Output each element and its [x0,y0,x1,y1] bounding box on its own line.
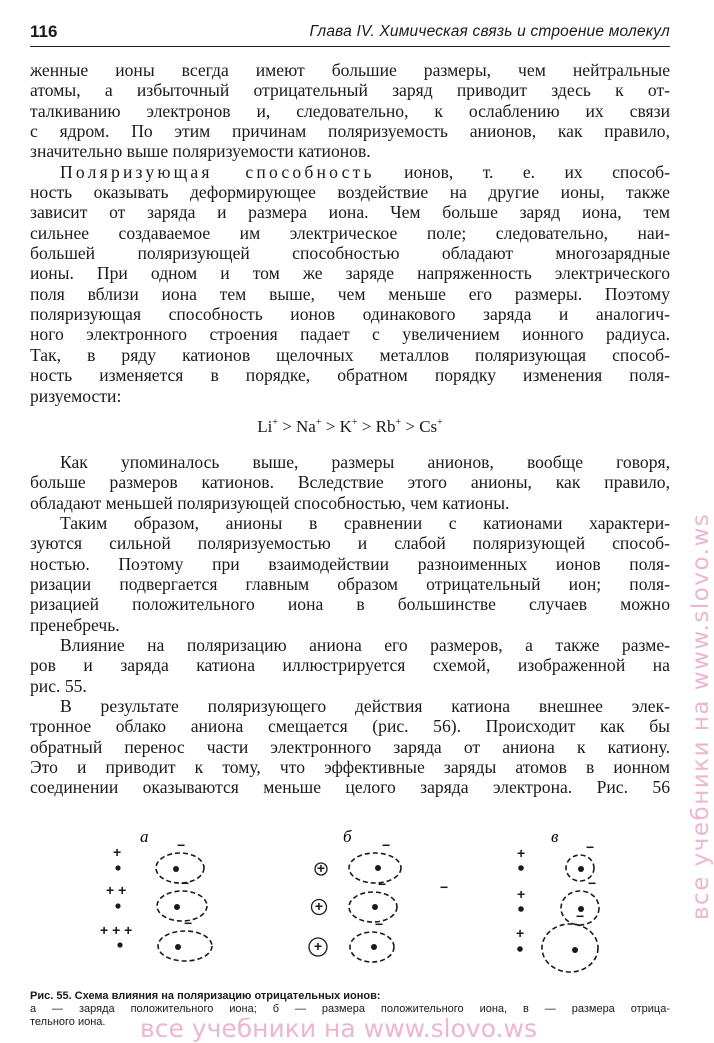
panel-label-v: в [551,827,559,846]
minus-sign: − [177,837,186,853]
anion-nucleus [175,944,181,950]
minus-sign: − [378,876,387,892]
gt-sign: > [282,416,292,436]
cation-dot [518,906,524,912]
ion-na: Na+ [296,416,322,436]
text-line: тронное облако аниона смещается (рис. 56). Происходит как бы [30,716,670,737]
text-line: ризации подвергается главным образом отрицательный ион; поля- [30,573,670,594]
running-header [30,18,670,47]
minus-sign: − [588,875,597,891]
cation-charge: + [516,925,525,941]
text-line: Как упоминалось выше, размеры анионов, вообще говоря, [60,451,670,472]
figure-caption [30,990,670,1029]
anion-cloud [157,891,207,921]
text-line: больше размеров катионов. Вследствие этого анионы, как правило, [30,472,670,493]
anion-nucleus [173,866,179,872]
text-line: зуются сильной поляризуемостью и слабой поляризующей способ- [30,533,670,554]
anion-nucleus [174,904,180,910]
cation-charge: + [314,898,324,914]
cation-dot [115,903,120,908]
cation-charge: + + [106,882,127,898]
minus-sign: − [382,837,391,853]
minus-sign: − [375,916,384,932]
paragraph-6 [30,696,670,798]
cation-charge: + [517,886,526,902]
text-line: ностью. Поэтому при взаимодействии разноименных ионов поля- [30,553,670,574]
text-line: сильнее создаваемое им электрическое поле; следовательно, наи- [30,222,670,243]
text-line: атомы, а избыточный отрицательный заряд приводит здесь к от- [30,80,670,101]
ion-li: Li+ [257,416,278,436]
vertical-watermark [676,300,714,920]
gt-sign: > [325,416,336,436]
ion-rb: Rb+ [375,416,402,436]
text-line: пренебречь. [30,614,120,635]
anion-cloud [542,924,598,972]
text-line: Это и приводит к тому, что эффективные заряды атомов в ионном [30,757,670,777]
footer-watermark: все учебники на www.slovo.ws [140,1014,537,1043]
text-line: ризуемости: [30,385,122,406]
cation-series-formula [30,410,670,444]
caption-line: тельного иона. [30,1016,106,1028]
text-line: талкиванию электронов и, следовательно, к ослаблению их связи [30,100,670,121]
paragraph-1 [30,60,670,162]
text-line: ров и заряда катиона иллюстрируется схемой, изображенной на [30,655,670,676]
text-line: Так, в ряду катионов щелочных металлов поляризующая способ- [30,344,670,365]
text-line: В результате поляризующего действия катиона внешнее элек- [60,695,670,716]
paragraph-2 [30,162,670,406]
gt-sign: > [405,416,415,436]
caption-line: а — заряда положительного иона; б — размера положительного иона, в — размера отрица- [30,1003,670,1015]
text-line: ность оказывать деформирующее воздействие на другие ионы, также [30,182,670,203]
gt-sign: > [361,416,372,436]
panel-label-a: а [140,827,149,846]
minus-sign: − [576,908,585,924]
anion-cloud [158,931,212,961]
page-number: 116 [30,22,58,41]
cation-charge: + [313,938,323,954]
anion-nucleus [578,866,584,872]
text-line: поля вблизи иона тем выше, чем меньше его размеры. Поэтому [30,283,670,304]
cation-charge: + + + [100,922,133,938]
watermark-text: все учебники на www.slovo.ws [688,512,714,920]
anion-nucleus [375,865,381,871]
separator-dash: − [440,879,449,895]
text-line: ионы. При одном и том же заряде напряженность электрического [30,263,670,284]
running-title: Глава IV. Химическая связь и строение молекул [309,23,670,40]
ion-cs: Cs+ [419,416,443,436]
text-line-rest: ионов, т. е. их способ- [374,161,670,182]
cation-dot [517,946,523,952]
text-line: большей поляризующей способностью обладают многозарядные [30,243,670,264]
text-line: с ядром. По этим причинам поляризуемость анионов, как правило, [30,121,670,142]
cation-dot [115,865,120,870]
text-line: ность изменяется в порядке, обратном порядку изменения поля- [30,365,670,386]
text-line [30,162,670,182]
text-line: поляризующая способность ионов одинакового заряда и аналогич- [30,304,670,325]
cation-charge: + [517,845,526,861]
panel-label-b: б [343,827,352,846]
anion-nucleus [372,904,378,910]
cation-charge: + [316,860,326,876]
text-line: обратный перенос части электронного заряда от аниона к катиону. [30,736,670,757]
figure-55 [30,826,670,984]
paragraph-3 [30,452,670,513]
text-line: Таким образом, анионы в сравнении с катионами характери- [60,512,670,533]
text-line: женные ионы всегда имеют большие размеры, чем нейтральные [30,60,670,80]
cation-dot [518,865,524,871]
cation-dot [117,942,122,947]
text-line: соединении оказываются меньше целого заряда электрона. Рис. 56 [30,777,670,798]
minus-sign: − [184,915,193,931]
minus-sign: − [181,875,190,891]
text-line: ного электронного строения падает с увеличением ионного радиуса. [30,324,670,345]
text-line: ризацией положительного иона в большинстве случаев можно [30,594,670,615]
caption-title: Рис. 55. Схема влияния на поляризацию отрицательных ионов: [30,990,381,1002]
paragraph-4 [30,513,670,635]
body-text [30,60,670,798]
spaced-term: Поляризующая способность [60,161,375,182]
polarization-diagram [30,826,670,984]
anion-cloud [156,853,204,883]
text-line: обладают меньшей поляризующей способностью, чем катионы. [30,492,510,513]
text-line: Влияние на поляризацию аниона его размеров, а также разме- [60,634,670,655]
ion-k: K+ [339,416,358,436]
text-line: рис. 55. [30,675,87,696]
minus-sign: − [586,839,595,855]
cation-charge: + [113,844,122,860]
text-line: зависит от заряда и размера иона. Чем больше заряд иона, тем [30,202,670,223]
anion-nucleus [572,947,578,953]
paragraph-5 [30,635,670,696]
anion-nucleus [371,944,377,950]
text-line: значительно выше поляризуемости катионов. [30,141,371,162]
